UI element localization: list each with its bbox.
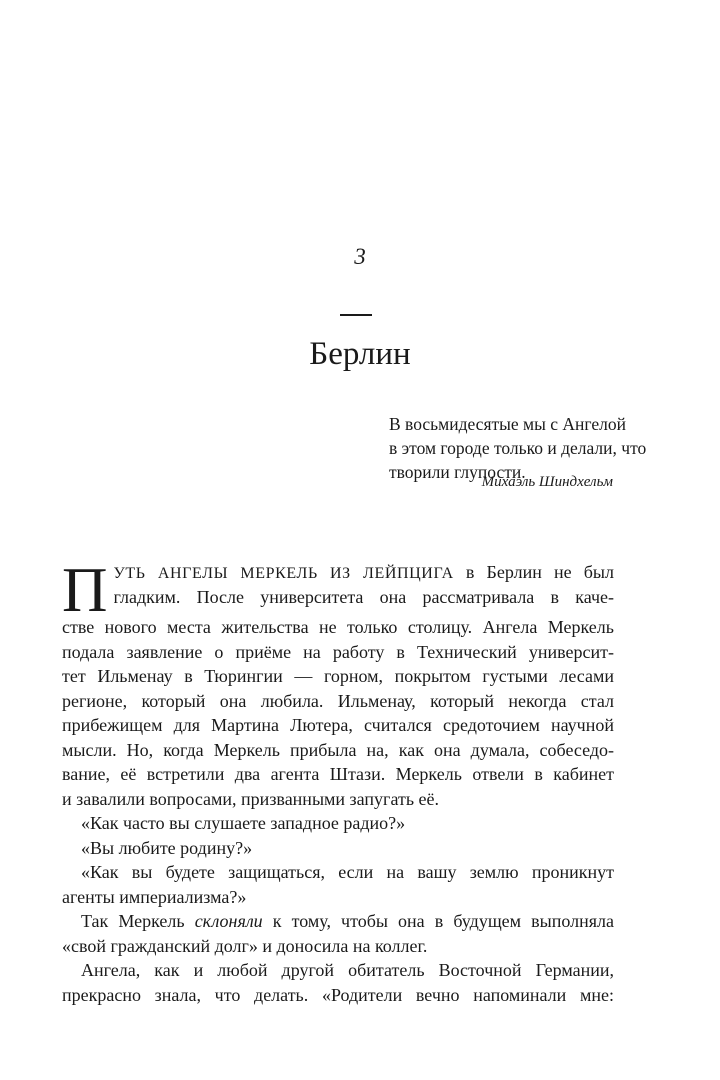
epigraph-line: творили глупости. [389, 462, 526, 482]
body-line: стве нового места жительства не только столицу. Ангела Меркель [62, 617, 614, 637]
line-text: к тому, чтобы она в будущем выполняла [262, 911, 614, 931]
chapter-title: Берлин [309, 336, 411, 372]
body-line: прекрасно знала, что делать. «Родители вечно напоминали мне: [62, 984, 614, 1005]
body-line: подала заявление о приёме на работу в Технический университ- [62, 641, 614, 662]
body-line [114, 560, 615, 585]
body-line: мысли. Но, когда Меркель прибыла на, как она думала, собеседо- [62, 739, 614, 760]
body-line: тет Ильменау в Тюрингии — горном, покрытом густыми лесами [62, 666, 614, 686]
line-text: в Берлин не был [453, 562, 614, 582]
dialogue-line: «Как часто вы слушаете западное радио?» [81, 813, 406, 833]
body-line: регионе, который она любила. Ильменау, который некогда стал [62, 690, 614, 711]
body-line [62, 909, 614, 934]
epigraph-author: Михаэль Шиндхельм [481, 474, 613, 490]
body-line: Ангела, как и любой другой обитатель Восточной Германии, [81, 960, 614, 980]
body-line: прибежищем для Мартина Лютера, считался средоточием научной [62, 715, 614, 735]
body-text [62, 555, 614, 1007]
dialogue-line: «Как вы будете защищаться, если на вашу землю проникнут [81, 862, 614, 882]
line-text: Так Меркель [81, 911, 195, 931]
epigraph-line: в этом городе только и делали, что [389, 438, 647, 458]
body-line: и завалили вопросами, призванными запугать её. [62, 788, 440, 809]
chapter-number: 3 [354, 244, 366, 269]
body-line: «свой гражданский долг» и доносила на коллег. [62, 935, 428, 956]
dialogue-line: агенты империализма?» [62, 886, 247, 907]
small-caps-opening: УТЬ АНГЕЛЫ МЕРКЕЛЬ ИЗ ЛЕЙПЦИГА [113, 565, 454, 582]
drop-cap: П [62, 555, 108, 625]
italic-word: склоняли [194, 911, 263, 931]
dialogue-line: «Вы любите родину?» [81, 837, 253, 858]
body-line: гладким. После университета она рассматривала в каче- [113, 586, 614, 607]
chapter-divider [340, 314, 372, 316]
body-line: вание, её встретили два агента Штази. Меркель отвели в кабинет [62, 764, 614, 784]
epigraph-line: В восьмидесятые мы с Ангелой [389, 414, 626, 434]
